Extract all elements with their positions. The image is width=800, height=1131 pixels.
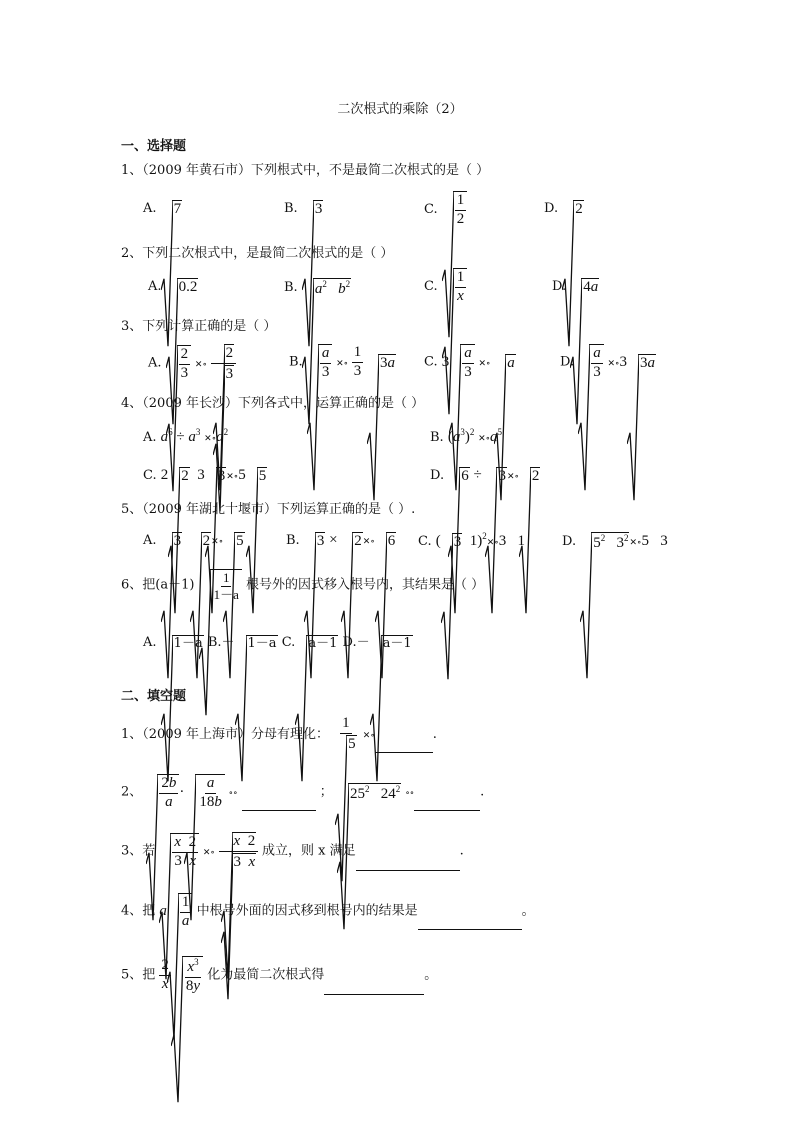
stem-text: 2、 — [121, 784, 143, 800]
option-label: B. — [430, 430, 444, 445]
option-label: A. — [148, 279, 162, 294]
math-expression: 3 2✕∘ 5 — [161, 532, 245, 548]
option-label: D. — [552, 279, 567, 294]
math-expression: 7 — [161, 200, 183, 217]
q5-option-d — [562, 532, 668, 551]
q1-option-a — [143, 200, 182, 217]
math-expression: $(a^3)^2$ $✕\circ a^5$ — [447, 427, 503, 445]
option-label: D. — [560, 354, 575, 370]
option-label: D. — [544, 201, 559, 216]
math-expression: $5^2$ $3^2✕\circ 5$ 3 — [580, 533, 667, 549]
question-3-stem: 3、下列计算正确的是（ ） — [121, 319, 277, 334]
option-label: C. — [281, 635, 296, 650]
q2-option-c — [424, 268, 467, 305]
page-title: 二次根式的乘除（2） — [337, 102, 463, 117]
math-expression: a $\frac{1}{a}$ — [159, 903, 192, 919]
stem-text: 6、把(a－1) — [121, 577, 195, 593]
option-label: D. — [562, 533, 577, 549]
math-expression: $\frac{2}{3}$ ✕∘ $\frac{2}{3}$ — [166, 355, 236, 371]
option-label: C. — [143, 467, 157, 483]
option-label: A. — [143, 430, 157, 445]
q2-option-b — [284, 278, 351, 297]
math-expression: 6 ÷ 3✕∘ 2 — [448, 467, 540, 483]
math-expression: $a^2$ $b^2$ — [302, 278, 351, 297]
option-label: D.－ — [342, 635, 370, 650]
option-label: A. — [143, 201, 157, 216]
stem-text: 3、若 — [121, 843, 156, 859]
question-5-stem: 5、（2009 年湖北十堰市）下列运算正确的是（ ）. — [121, 502, 416, 517]
option-label: A. — [143, 635, 157, 650]
option-label: B. — [284, 201, 298, 216]
math-expression: a－1 — [295, 635, 338, 650]
answer-blank[interactable] — [414, 810, 480, 811]
fill-4 — [121, 893, 535, 930]
answer-blank[interactable] — [356, 870, 460, 871]
question-1-stem: 1、（2009 年黄石市）下列根式中，不是最简二次根式的是（ ） — [121, 163, 490, 178]
math-expression: 1－a — [161, 635, 204, 650]
question-6-stem — [121, 569, 484, 601]
stem-text: 。 — [424, 967, 438, 983]
answer-blank[interactable] — [242, 810, 316, 811]
math-expression: $\frac{a}{3}$ ✕∘3 3a — [578, 354, 656, 370]
option-label: B. — [284, 280, 298, 295]
math-expression: ( 3 1)$^2$✕∘3 1 — [436, 533, 525, 549]
math-expression: $\frac{1}{1-a}$ — [199, 569, 242, 601]
q1-option-d — [544, 200, 584, 217]
math-expression: $a^6 \div a^3$ $✕\circ a^2$ — [160, 427, 229, 445]
q2-option-a — [148, 278, 198, 295]
stem-text: 5、把 — [121, 967, 156, 983]
stem-text: 。 — [521, 903, 535, 919]
math-expression: 2 2 3 3✕∘5 5 — [161, 467, 267, 483]
question-4-stem: 4、（2009 年长沙）下列各式中，运算正确的是（ ） — [121, 396, 425, 411]
answer-blank[interactable] — [324, 994, 424, 995]
stem-text: 根号外的因式移入根号内，其结果是（ ） — [246, 577, 485, 593]
option-label: B.－ — [207, 635, 235, 650]
math-expression: 0.2 — [166, 278, 199, 295]
q1-option-b — [284, 200, 323, 217]
q5-option-a — [143, 532, 245, 549]
fill-1: 1、（2009 年上海市）分母有理化： $\frac{1}{5}$ ✕∘ . — [121, 716, 437, 753]
question-2-stem: 2、下列二次根式中，是最简二次根式的是（ ） — [121, 246, 394, 261]
stem-text: 化为最简二次根式得 — [207, 967, 325, 983]
option-label: C. — [424, 278, 438, 294]
q3-option-a — [148, 344, 236, 383]
math-expression: 4a — [570, 278, 599, 295]
answer-blank[interactable] — [418, 929, 522, 930]
q3-option-d — [560, 344, 656, 381]
fill-2: 2、 $\frac{2b}{a}$ · $\frac{a}{18b}$ ∘∘ ； $25^2$ $24^2$ ∘∘ . — [121, 774, 484, 811]
fill-5 — [121, 956, 437, 995]
stem-text: 成立，则 x 满足 — [261, 843, 356, 859]
stem-text: ； — [319, 784, 333, 800]
q5-option-c — [418, 532, 525, 550]
math-expression: 3 — [302, 200, 324, 217]
math-expression: $\frac{2}{x}$ $\frac{x^3}{8y}$ — [159, 967, 203, 983]
math-expression: $25^2$ $24^2$ — [337, 783, 401, 802]
math-expression: $\frac{x 2}{3 x}$ ✕∘ $\frac{x 2}{3 x}$ — [159, 843, 262, 859]
option-label: C. — [424, 354, 438, 370]
q6-options — [143, 635, 413, 650]
section-heading-choice: 一、选择题 — [121, 139, 187, 154]
stem-text: . — [480, 784, 485, 800]
q3-option-c — [424, 344, 516, 381]
option-label: C. — [424, 201, 438, 217]
stem-text: 中根号外面的因式移到根号内的结果是 — [196, 903, 418, 919]
math-expression: $\frac{2b}{a}$ · $\frac{a}{18b}$ — [146, 784, 228, 800]
stem-text: . — [459, 843, 464, 859]
answer-blank[interactable] — [375, 752, 433, 753]
option-label: B. — [289, 354, 303, 370]
q4-option-a — [143, 428, 228, 445]
q4-option-b — [430, 428, 502, 445]
math-expression: 3 $\frac{a}{3}$ ✕∘ a — [442, 354, 516, 370]
q4-option-c — [143, 467, 267, 484]
math-expression: $\frac{1}{x}$ — [442, 268, 468, 305]
stem-text: . — [432, 726, 437, 742]
math-expression: $\frac{1}{2}$ — [442, 191, 468, 228]
q1-option-c — [424, 191, 467, 228]
q4-option-d — [430, 467, 540, 484]
section-heading-fill: 二、填空题 — [121, 689, 187, 704]
math-expression: a－1 — [370, 635, 413, 650]
option-label: A. — [143, 532, 157, 548]
q5-option-b — [286, 532, 396, 549]
math-expression: 1－a — [235, 635, 278, 650]
math-expression: $\frac{a}{3}$ ✕∘ $\frac{1}{3}$ 3a — [307, 354, 396, 370]
option-label: B. — [286, 532, 300, 548]
option-label: C. — [418, 534, 432, 549]
stem-text: 4、把 — [121, 903, 156, 919]
option-label: D. — [430, 467, 445, 483]
math-expression: $\frac{1}{5}$ — [333, 716, 359, 753]
fill-3 — [121, 832, 464, 871]
option-label: A. — [148, 355, 162, 371]
q2-option-d — [552, 278, 599, 295]
math-expression: 3 × 2✕∘ 6 — [304, 532, 396, 548]
stem-text: 1、（2009 年上海市）分母有理化： — [121, 726, 329, 742]
q3-option-b — [289, 344, 396, 381]
math-expression: 2 — [562, 200, 584, 217]
